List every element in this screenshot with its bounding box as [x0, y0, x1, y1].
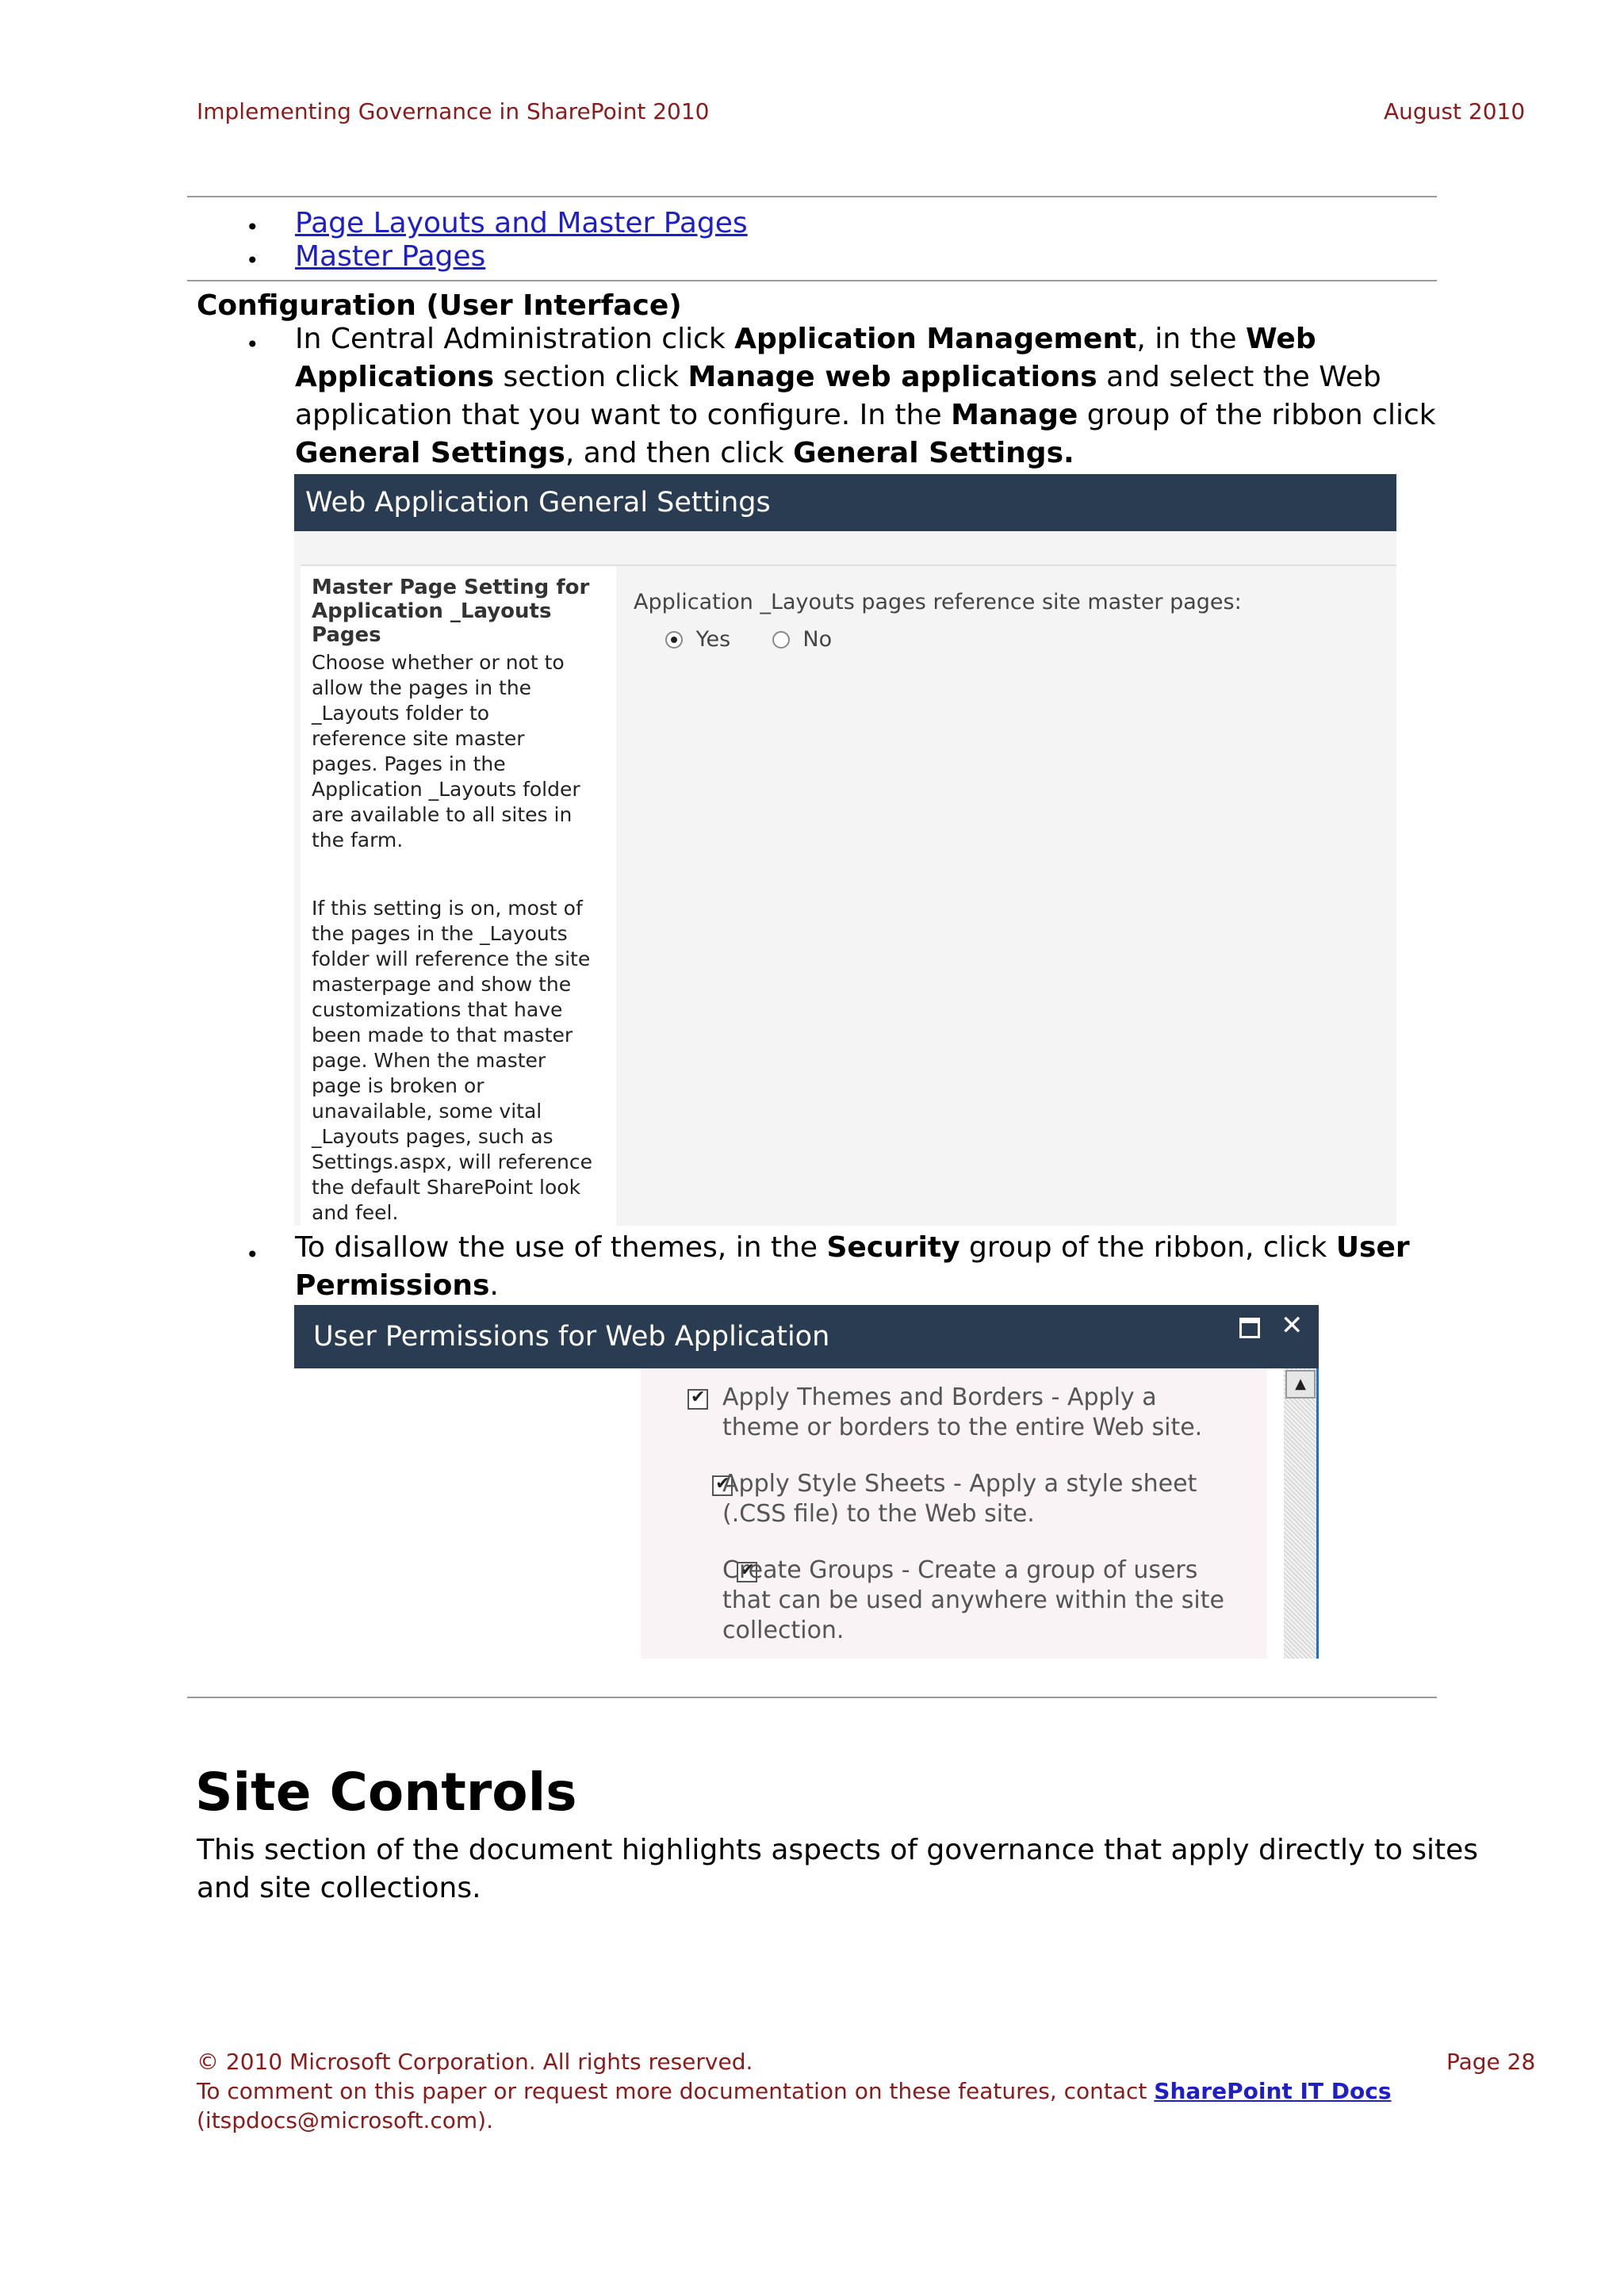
step2-line2: Permissions.	[295, 1269, 499, 1302]
step1-line3: application that you want to configure. In the Manage group of the ribbon click	[295, 399, 1436, 431]
scroll-up-icon[interactable]: ▲	[1285, 1370, 1316, 1399]
general-settings-screenshot	[294, 474, 1396, 1226]
footer-email: (itspdocs@microsoft.com).	[197, 2107, 493, 2133]
close-icon[interactable]: ✕	[1281, 1310, 1304, 1341]
layouts-question: Application _Layouts pages reference site master pages:	[634, 590, 1242, 614]
permission-create-groups: Create Groups - Create a group of users that can be used anywhere within the site collection.	[722, 1556, 1224, 1644]
radio-no-label: No	[802, 627, 833, 652]
permission-apply-themes: Apply Themes and Borders - Apply a theme or borders to the entire Web site.	[722, 1383, 1203, 1441]
footer-comment: To comment on this paper or request more documentation on these features, contact SharePoint IT Docs	[197, 2078, 1392, 2104]
bullet: •	[246, 331, 259, 358]
link-master-pages[interactable]: Master Pages	[295, 240, 486, 273]
bullet: •	[246, 247, 259, 274]
divider	[187, 280, 1437, 281]
footer-page-number: Page 28	[1446, 2049, 1536, 2075]
divider	[187, 1697, 1437, 1698]
maximize-icon[interactable]	[1239, 1318, 1260, 1338]
divider	[187, 196, 1437, 197]
footer-contact-link[interactable]: SharePoint IT Docs	[1154, 2078, 1392, 2104]
user-permissions-screenshot	[294, 1305, 1319, 1659]
radio-group	[665, 626, 832, 652]
header-title: Implementing Governance in SharePoint 2010	[197, 98, 710, 124]
section-paragraph-line2: and site collections.	[197, 1872, 481, 1904]
section-heading: Site Controls	[195, 1762, 577, 1823]
checkbox-apply-themes[interactable]	[688, 1389, 708, 1410]
radio-yes-label: Yes	[695, 627, 731, 652]
setting-description-detail: If this setting is on, most of the pages in the _Layouts folder will reference the site masterpage and show the customizations that have been made to that master page. When the master page is broken or unavailable, some vital _Layouts pages, such as Settings.aspx, will reference the default SharePoint look and feel.	[312, 897, 592, 1224]
permission-apply-style-sheets: Apply Style Sheets - Apply a style sheet (.CSS file) to the Web site.	[722, 1470, 1197, 1528]
radio-no[interactable]	[772, 631, 790, 649]
screenshot-title-bar: Web Application General Settings	[294, 474, 1396, 531]
scrollbar[interactable]	[1284, 1368, 1319, 1659]
step1-line1: In Central Administration click Application Management, in the Web	[295, 323, 1316, 355]
bullet: •	[246, 214, 259, 240]
bullet: •	[246, 1242, 259, 1268]
section-paragraph-line1: This section of the document highlights aspects of governance that apply directly to sites	[197, 1834, 1479, 1866]
radio-yes[interactable]	[665, 631, 683, 649]
step1-line4: General Settings, and then click General Settings.	[295, 437, 1074, 469]
config-heading: Configuration (User Interface)	[197, 289, 682, 322]
step1-line2: Applications section click Manage web applications and select the Web	[295, 361, 1381, 393]
setting-section-title: Master Page Setting for Application _Layouts Pages	[312, 576, 590, 647]
setting-description: Choose whether or not to allow the pages in the _Layouts folder to reference site master pages. Pages in the Application _Layouts folder are available to all sites in the farm.	[312, 651, 580, 851]
settings-left-pane	[301, 564, 616, 1227]
footer-copyright: © 2010 Microsoft Corporation. All rights reserved.	[197, 2049, 753, 2075]
header-date: August 2010	[1384, 98, 1526, 124]
divider	[616, 564, 1396, 566]
dialog-title: User Permissions for Web Application	[313, 1321, 830, 1353]
link-page-layouts[interactable]: Page Layouts and Master Pages	[295, 207, 748, 239]
screenshot-title-bar	[294, 1305, 1319, 1368]
step2-line1: To disallow the use of themes, in the Security group of the ribbon, click User	[295, 1231, 1410, 1264]
